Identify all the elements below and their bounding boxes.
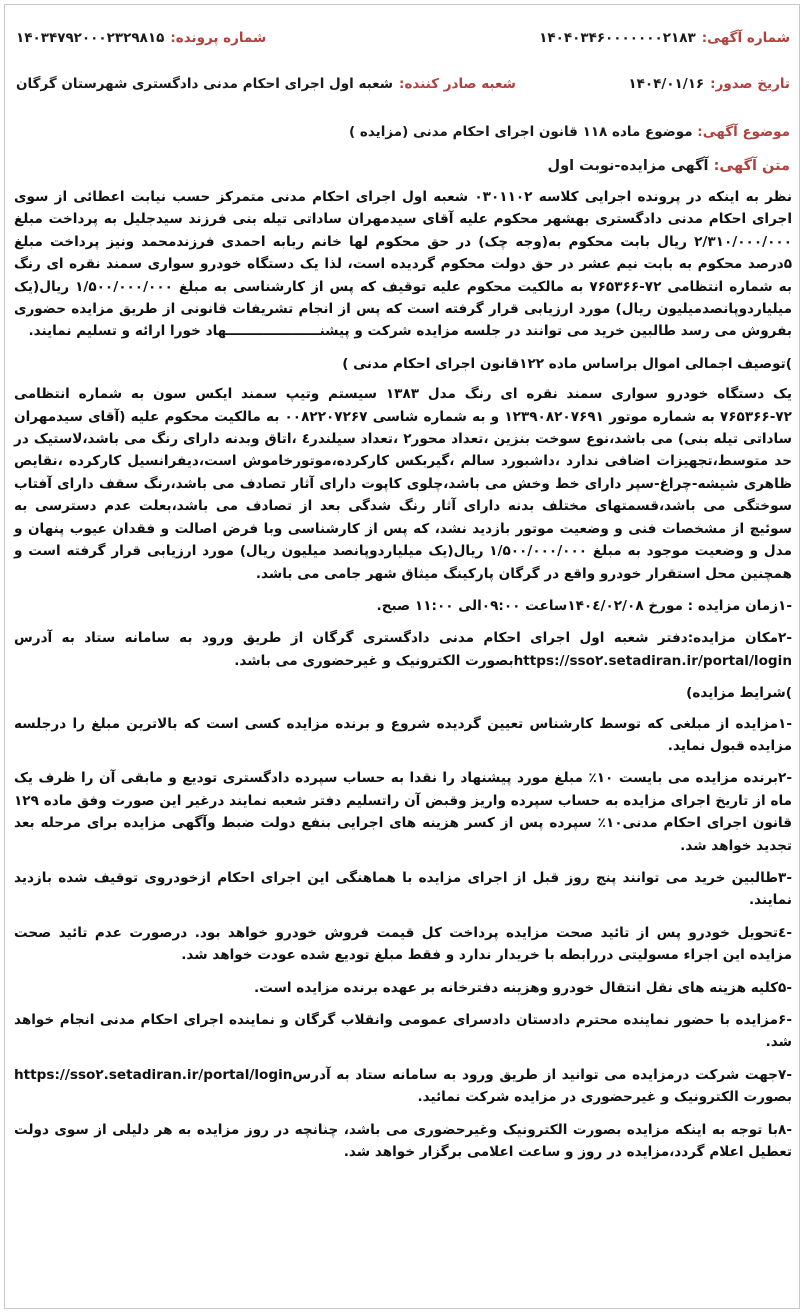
ad-number [539, 30, 790, 46]
case-number-value: ۱۴۰۳۴۷۹۲۰۰۰۲۳۲۹۸۱۵ [16, 30, 165, 46]
body-label: متن آگهی: [713, 158, 790, 174]
issuer-value: شعبه اول اجرای احکام مدنی دادگستری شهرستان گرگان [16, 76, 394, 92]
paragraph-description: یک دستگاه خودرو سواری سمند نقره ای رنگ مدل ۱۳۸۳ سیستم وتیپ سمند ایکس سون به شماره انتظامی ۷۲-۷۶۵۳۶۶ به شماره موتور ۱۲۳۹۰۸۲۰۷۶۹۱ و به شماره شاسی ۰۰۸۲۲۰۷۲۶۷ به مالکیت محکوم علیه (آقای سیدمهران ساداتی تیله بنی) می باشد،نوع سوخت بنزین ،تعداد محور۲ ،تعداد سیلندر٤ ،اتاق وبدنه دارای رنگ می باشد،لاستیک در حد متوسط،تجهیزات اضافی ندارد ،داشبورد سالم ،گیربکس کارکرده،موتورخاموش است،دیفرانسیل کارکرده ،نقایص ظاهری شیشه-چراغ-سپر دارای خط وخش می باشد،چلوی کاپوت دارای آثار تصادف می باشد،رنگ سقف دارای آفتاب سوختگی می باشد،قسمتهای مختلف بدنه دارای آثار رنگ شدگی بعد از تصادف می باشد،بعلت عدم دسترسی به سوئیچ از مشخصات فنی و وضعیت موتور بازدید نشد، که پس از کارشناسی وبا فرض اصالت و فقدان عیوب پنهان و مدل و وضعیت موجود به مبلغ ۱/۵۰۰/۰۰۰/۰۰۰ ریال(یک میلیاردوپانصد میلیون ریال) مورد ارزیابی قرار گرفته است و همچنین محل استقرار خودرو واقع در گرگان پارکینگ میثاق شهر جامی می باشد. [14, 386, 793, 582]
ad-number-value: ۱۴۰۴۰۳۴۶۰۰۰۰۰۰۰۲۱۸۳ [539, 30, 696, 46]
paragraph-conditions-heading: )شرایط مزایده) [686, 685, 792, 702]
body-heading [16, 158, 790, 174]
header-row-1 [16, 30, 790, 46]
paragraph-time: -۱زمان مزایده : مورخ ۱۴۰٤/۰۲/۰۸ساعت ۰۹:۰۰الی ۱۱:۰۰ صبح. [376, 597, 792, 614]
issuer [16, 76, 516, 92]
paragraph-condition-2: -۲برنده مزایده می بایست ۱۰٪ مبلغ مورد پیشنهاد را نقدا به حساب سپرده دادگستری تودیع و مابقی آن را ظرف یک ماه از تاریخ اجرای مزایده به حساب سپرده واریز وقبض آن راتسلیم دفتر شعبه نمایند درغیر این صورت وفق ماده ۱۲۹ قانون اجرای احکام مدنی۱۰٪ سپرده پس از کسر هزینه های اجرایی بنفع دولت ضبط وآگهی مزایده برای مرحله بعد تجدید خواهد شد. [14, 770, 792, 854]
notice-content [14, 186, 792, 1173]
issue-date-label: تاریخ صدور: [710, 76, 790, 92]
paragraph-condition-5: -۵کلیه هزینه های نقل انتقال خودرو وهزینه دفترخانه بر عهده برنده مزایده است. [253, 979, 792, 996]
paragraph-condition-3: -۳طالبین خرید می توانند پنج روز قبل از اجرای مزایده با هماهنگی این اجرای احکام ازخودروی توقیف شده بازدید نمایند. [14, 869, 792, 909]
subject-label: موضوع آگهی: [697, 124, 790, 140]
paragraph-intro: نظر به اینکه در پرونده اجرایی کلاسه ۰۳۰۱۱۰۲ شعبه اول اجرای احکام مدنی متمرکز حسب نیابت اعطائی از سوی اجرای احکام مدنی دادگستری بهشهر محکوم علیه آقای سیدمهران ساداتی تیله بنی فرزند سیدجلیل به پرداخت مبلغ ۲/۳۱۰/۰۰۰/۰۰۰ ریال بابت محکوم به(وجه چک) در حق محکوم لها خانم ربابه احمدی فرزندمحمد ونیز پرداخت مبلغ ۵درصد محکوم به بابت نیم عشر در حق دولت محکوم گردیده است، لذا یک دستگاه خودرو سواری سمند نقره ای رنگ به شماره انتظامی ۷۲-۷۶۵۳۶۶ به مالکیت محکوم علیه توقیف که پس از کارشناسی به مبلغ ۱/۵۰۰/۰۰۰/۰۰۰ ریال(یک میلیاردوپانصدمیلیون ریال) مورد ارزیابی قرار گرفته است که پس از انجام تشریفات قانونی از طریق مزایده حضوری بفروش می رسد طالبین خرید می توانند در جلسه مزایده شرکت و پیشنــــــــــــــــــــهاد خورا ارائه و تسلیم نمایند. [14, 189, 792, 340]
subject [16, 124, 790, 140]
paragraph-condition-1: -۱مزایده از مبلغی که توسط کارشناس تعیین گردیده شروع و برنده مزایده کسی است که بالاترین مبلغ را درجلسه مزایده قبول نماید. [14, 715, 792, 754]
issue-date [628, 76, 790, 92]
paragraph-condition-8: -۸با توجه به اینکه مزایده بصورت الکترونیک وغیرحضوری می باشد، چنانچه در روز مزایده به هر دلیلی از سوی دولت تعطیل اعلام گردد،مزایده در روز و ساعت اعلامی برگزار خواهد شد. [14, 1121, 792, 1161]
paragraph-condition-6: -۶مزایده با حضور نماینده محترم دادستان دادسرای عمومی وانقلاب گرگان و نماینده اجرای احکام مدنی انجام خواهد شد. [14, 1012, 792, 1051]
ad-number-label: شماره آگهی: [701, 30, 790, 46]
issuer-label: شعبه صادر کننده: [399, 76, 516, 92]
paragraph-condition-4: -٤تحویل خودرو پس از تائید صحت مزایده پرداخت کل قیمت فروش خودرو خواهد بود. درصورت عدم تائید صحت مزایده این اجراء مسولیتی دررابطه با خریدار ندارد و فقط مبلغ تودیع شده عودت خواهد شد. [14, 924, 792, 964]
subject-value: موضوع ماده ۱۱۸ قانون اجرای احکام مدنی (مزایده ) [349, 124, 693, 140]
issue-date-value: ۱۴۰۴/۰۱/۱۶ [628, 76, 705, 92]
header-row-2 [16, 76, 790, 92]
paragraph-place: -۲مکان مزایده:دفتر شعبه اول اجرای احکام مدنی دادگستری گرگان از طریق ورود به سامانه ستاد به آدرس https://sso۲.setadiran.ir/portal/loginبصورت الکترونیک و غیرحضوری می باشد. [14, 630, 792, 669]
body-title: آگهی مزایده-نوبت اول [547, 158, 709, 174]
paragraph-condition-7: -۷جهت شرکت درمزایده می توانید از طریق ورود به سامانه ستاد به آدرسhttps://sso۲.setadiran.ir/portal/login بصورت الکترونیک و غیرحضوری در مزایده شرکت نمائید. [14, 1066, 792, 1106]
case-number [16, 30, 266, 46]
case-number-label: شماره پرونده: [170, 30, 267, 46]
paragraph-description-heading: )توصیف اجمالی اموال براساس ماده ۱۲۲قانون اجرای احکام مدنی ) [342, 355, 792, 372]
